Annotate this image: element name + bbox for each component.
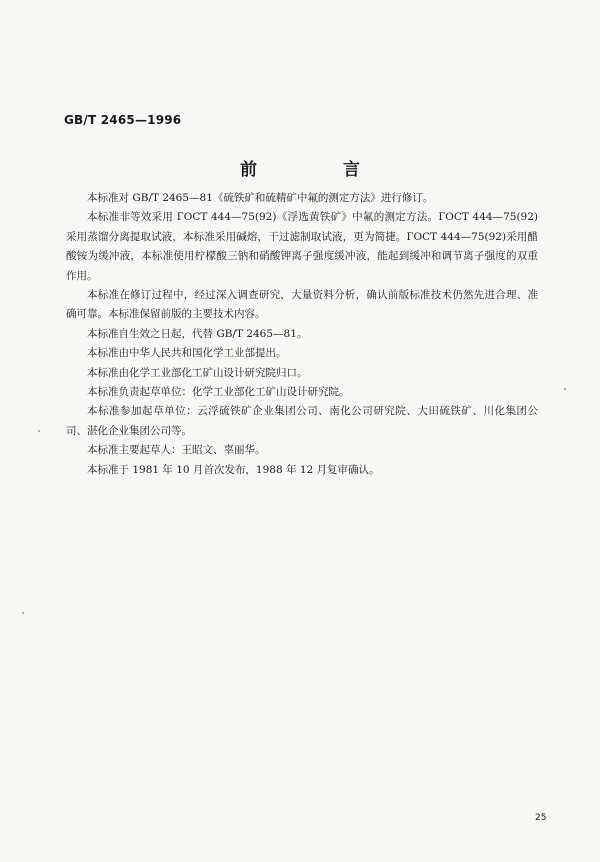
paragraph-drafters: 本标准主要起草人：王昭文、辜丽华。 — [87, 444, 266, 457]
paragraph-effective: 本标准自生效之日起，代替 GB/T 2465—81。 — [87, 327, 308, 340]
scan-speck — [564, 388, 566, 390]
page-title: 前 言 — [240, 160, 400, 180]
standard-number: GB/T 2465—1996 — [64, 113, 182, 127]
paragraph-equivalence: 本标准非等效采用 ГОСТ 444—75(92)《浮选黄铁矿》中氟的测定方法。ГОСТ 444—75(92)采用蒸馏分离提取试液，本标准采用碱熔，干过滤制取试液，更为简捷。ГОСТ 444—75(92)采用醋酸铵为缓冲液，本标准使用柠檬酸三钠和硝酸钾离子强度缓冲液，能起到缓冲和调节离子强度的双重作用。 — [66, 211, 538, 282]
paragraph-participating-units: 本标准参加起草单位：云浮硫铁矿企业集团公司、南化公司研究院、大田硫铁矿、川化集团公司、湛化企业集团公司等。 — [66, 405, 538, 437]
foreword-body — [66, 189, 538, 480]
page-number: 25 — [535, 813, 547, 823]
paragraph-publication-history: 本标准于 1981 年 10 月首次发布，1988 年 12 月复审确认。 — [87, 463, 380, 476]
paragraph-proposer: 本标准由中华人民共和国化学工业部提出。 — [87, 347, 287, 360]
paragraph-drafting-unit: 本标准负责起草单位：化学工业部化工矿山设计研究院。 — [87, 386, 350, 399]
paragraph-administrator: 本标准由化学工业部化工矿山设计研究院归口。 — [87, 366, 308, 379]
scan-speck — [38, 430, 40, 432]
paragraph-revision: 本标准对 GB/T 2465—81《硫铁矿和硫精矿中氟的测定方法》进行修订。 — [87, 192, 434, 204]
scan-speck — [22, 612, 24, 614]
paragraph-revision-process: 本标准在修订过程中，经过深入调查研究，大量资料分析，确认前版标准技术仍然先进合理、准确可靠。本标准保留前版的主要技术内容。 — [66, 289, 538, 321]
